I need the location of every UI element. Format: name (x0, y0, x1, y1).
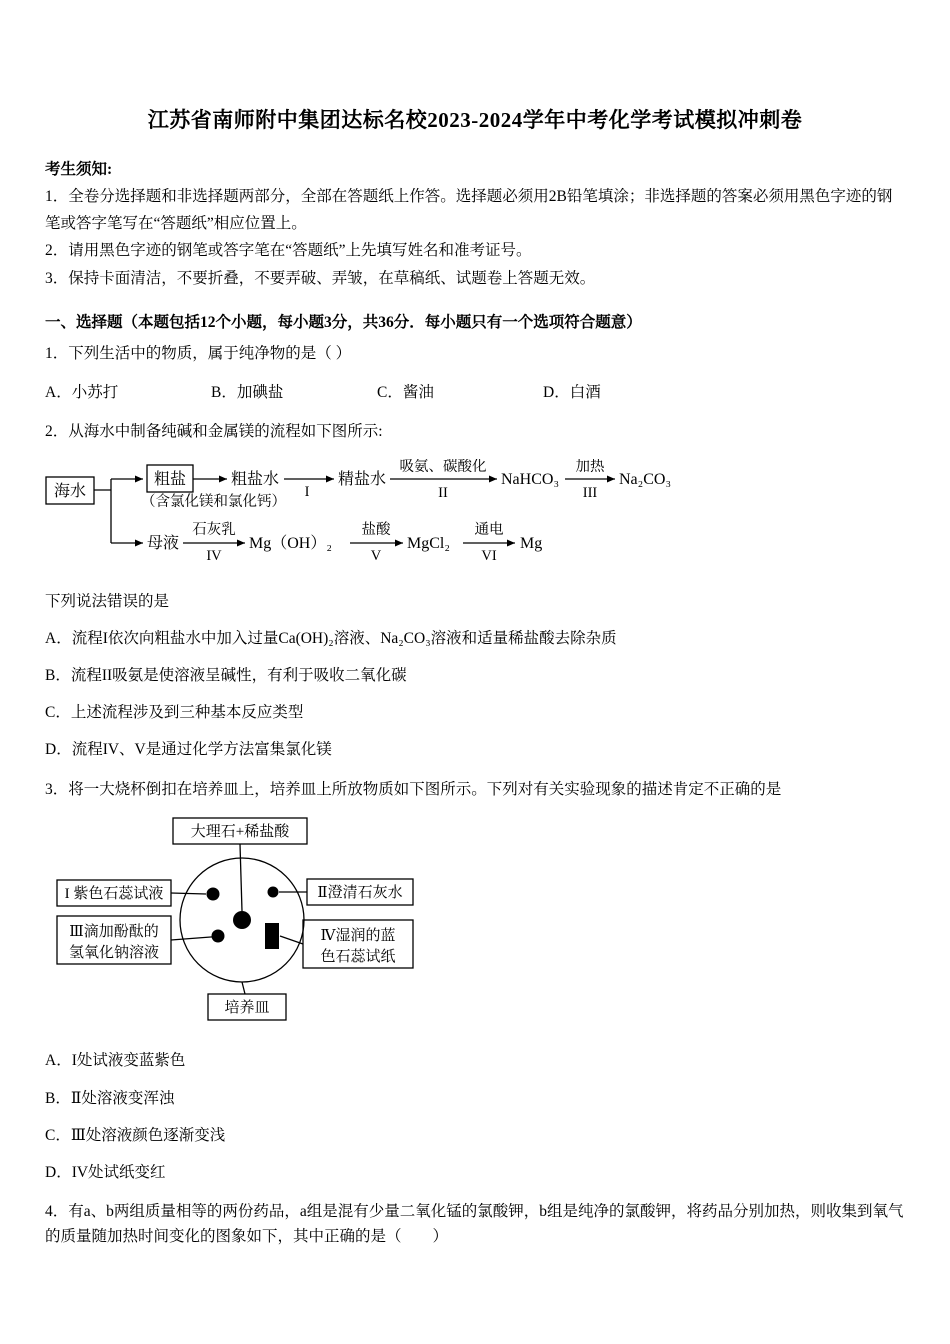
exam-title: 江苏省南师附中集团达标名校2023-2024学年中考化学考试模拟冲刺卷 (147, 108, 803, 132)
question-4-text: 4．有a、b两组质量相等的两份药品，a组是混有少量二氧化锰的氯酸钾，b组是纯净的氯酸钾，将药品分别加热，则收集到氧气的质量随加热时间变化的图象如下，其中正确的是（ ） (45, 1202, 904, 1245)
q3-option-b: B．Ⅱ处溶液变浑浊 (45, 1089, 175, 1107)
q3-option-d: D．IV处试纸变红 (45, 1163, 166, 1181)
q2-option-a: A．流程I依次向粗盐水中加入过量Ca(OH)₂溶液、Na₂CO₃溶液和适量稀盐酸去除杂质 (45, 630, 617, 648)
flow-node-mgcl2: MgCl₂ (407, 535, 450, 553)
flow-step-5-label: 盐酸 (361, 522, 391, 539)
flow-step-4: IV (206, 548, 222, 565)
question-1-options (45, 380, 905, 402)
petri-label-ii: Ⅱ澄清石灰水 (317, 885, 403, 902)
flow-node-crude-brine: 粗盐水 (231, 471, 280, 489)
notice-heading: 考生须知: (45, 161, 113, 178)
flow-node-na2co3: Na₂CO₃ (619, 471, 672, 489)
q2-option-b: B．流程II吸氨是使溶液呈碱性，有利于吸收二氧化碳 (45, 667, 407, 685)
petri-label-iv-line2: 色石蕊试纸 (320, 949, 396, 966)
flow-step-6-label: 通电 (474, 522, 504, 539)
flow-step-6: VI (481, 548, 497, 565)
q1-option-d: D．白酒 (543, 384, 601, 402)
question-2-prompt: 下列说法错误的是 (45, 593, 170, 611)
petri-label-iii-line1: Ⅲ滴加酚酞的 (69, 924, 159, 941)
flow-step-2-label: 吸氨、碳酸化 (399, 459, 487, 476)
flow-node-nahco3: NaHCO₃ (501, 471, 560, 489)
q2-option-c: C．上述流程涉及到三种基本反应类型 (45, 704, 304, 722)
q3-option-a: A．I处试液变蓝紫色 (45, 1052, 186, 1070)
petri-label-i: I 紫色石蕊试液 (64, 886, 164, 903)
center-substance-dot (233, 911, 251, 929)
flow-step-3: III (582, 485, 598, 502)
q3-option-c: C．Ⅲ处溶液颜色逐渐变浅 (45, 1126, 226, 1144)
question-1-text: 1．下列生活中的物质，属于纯净物的是（ ） (45, 344, 352, 362)
substance-ii-dot (268, 887, 279, 898)
flow-step-5: V (370, 548, 382, 565)
q1-option-b: B．加碘盐 (211, 384, 284, 402)
flow-node-refined-brine: 精盐水 (338, 471, 387, 489)
flow-node-seawater: 海水 (53, 483, 87, 501)
flow-note-impurities: （含氯化镁和氯化钙） (141, 494, 286, 511)
flow-step-1: I (304, 484, 310, 501)
substance-i-dot (207, 888, 220, 901)
flow-node-mgoh2: Mg（OH）₂ (249, 535, 332, 553)
q1-option-c: C．酱油 (377, 384, 434, 402)
petri-top-label: 大理石+稀盐酸 (190, 824, 290, 841)
petri-dish-label: 培养皿 (224, 1000, 270, 1017)
substance-iv-strip (265, 923, 279, 949)
flow-node-crude-salt: 粗盐 (153, 471, 187, 489)
section-heading: 一、选择题（本题包括12个小题，每小题3分，共36分．每小题只有一个选项符合题意） (45, 313, 642, 331)
petri-label-iv-line1: Ⅳ湿润的蓝 (320, 928, 396, 945)
question-3-text: 3．将一大烧杯倒扣在培养皿上，培养皿上所放物质如下图所示。下列对有关实验现象的描述肯定不正确的是 (45, 780, 782, 798)
q1-option-a: A．小苏打 (45, 384, 119, 402)
notice-item-1: 1．全卷分选择题和非选择题两部分，全部在答题纸上作答。选择题必须用2B铅笔填涂；非选择题的答案必须用黑色字迹的钢笔或答字笔写在“答题纸”相应位置上。 (45, 188, 893, 233)
flow-diagram (45, 459, 905, 572)
petri-dish-diagram (55, 816, 905, 1029)
q2-option-d: D．流程IV、V是通过化学方法富集氯化镁 (45, 741, 332, 759)
petri-label-iii-line2: 氢氧化钠溶液 (68, 945, 160, 962)
flow-step-2: II (438, 485, 448, 502)
flow-node-mother-liquor: 母液 (147, 535, 180, 553)
question-2-text: 2．从海水中制备纯碱和金属镁的流程如下图所示: (45, 423, 383, 441)
petri-diagram-svg (55, 816, 417, 1024)
flow-step-4-label: 石灰乳 (192, 522, 236, 539)
notice-item-3: 3．保持卡面清洁，不要折叠，不要弄破、弄皱，在草稿纸、试题卷上答题无效。 (45, 269, 596, 287)
flow-node-mg: Mg (520, 535, 543, 553)
flow-step-3-label: 加热 (575, 459, 605, 476)
flow-diagram-svg (45, 459, 705, 567)
notice-item-2: 2．请用黑色字迹的钢笔或答字笔在“答题纸”上先填写姓名和准考证号。 (45, 242, 532, 260)
notice-section (45, 156, 905, 292)
